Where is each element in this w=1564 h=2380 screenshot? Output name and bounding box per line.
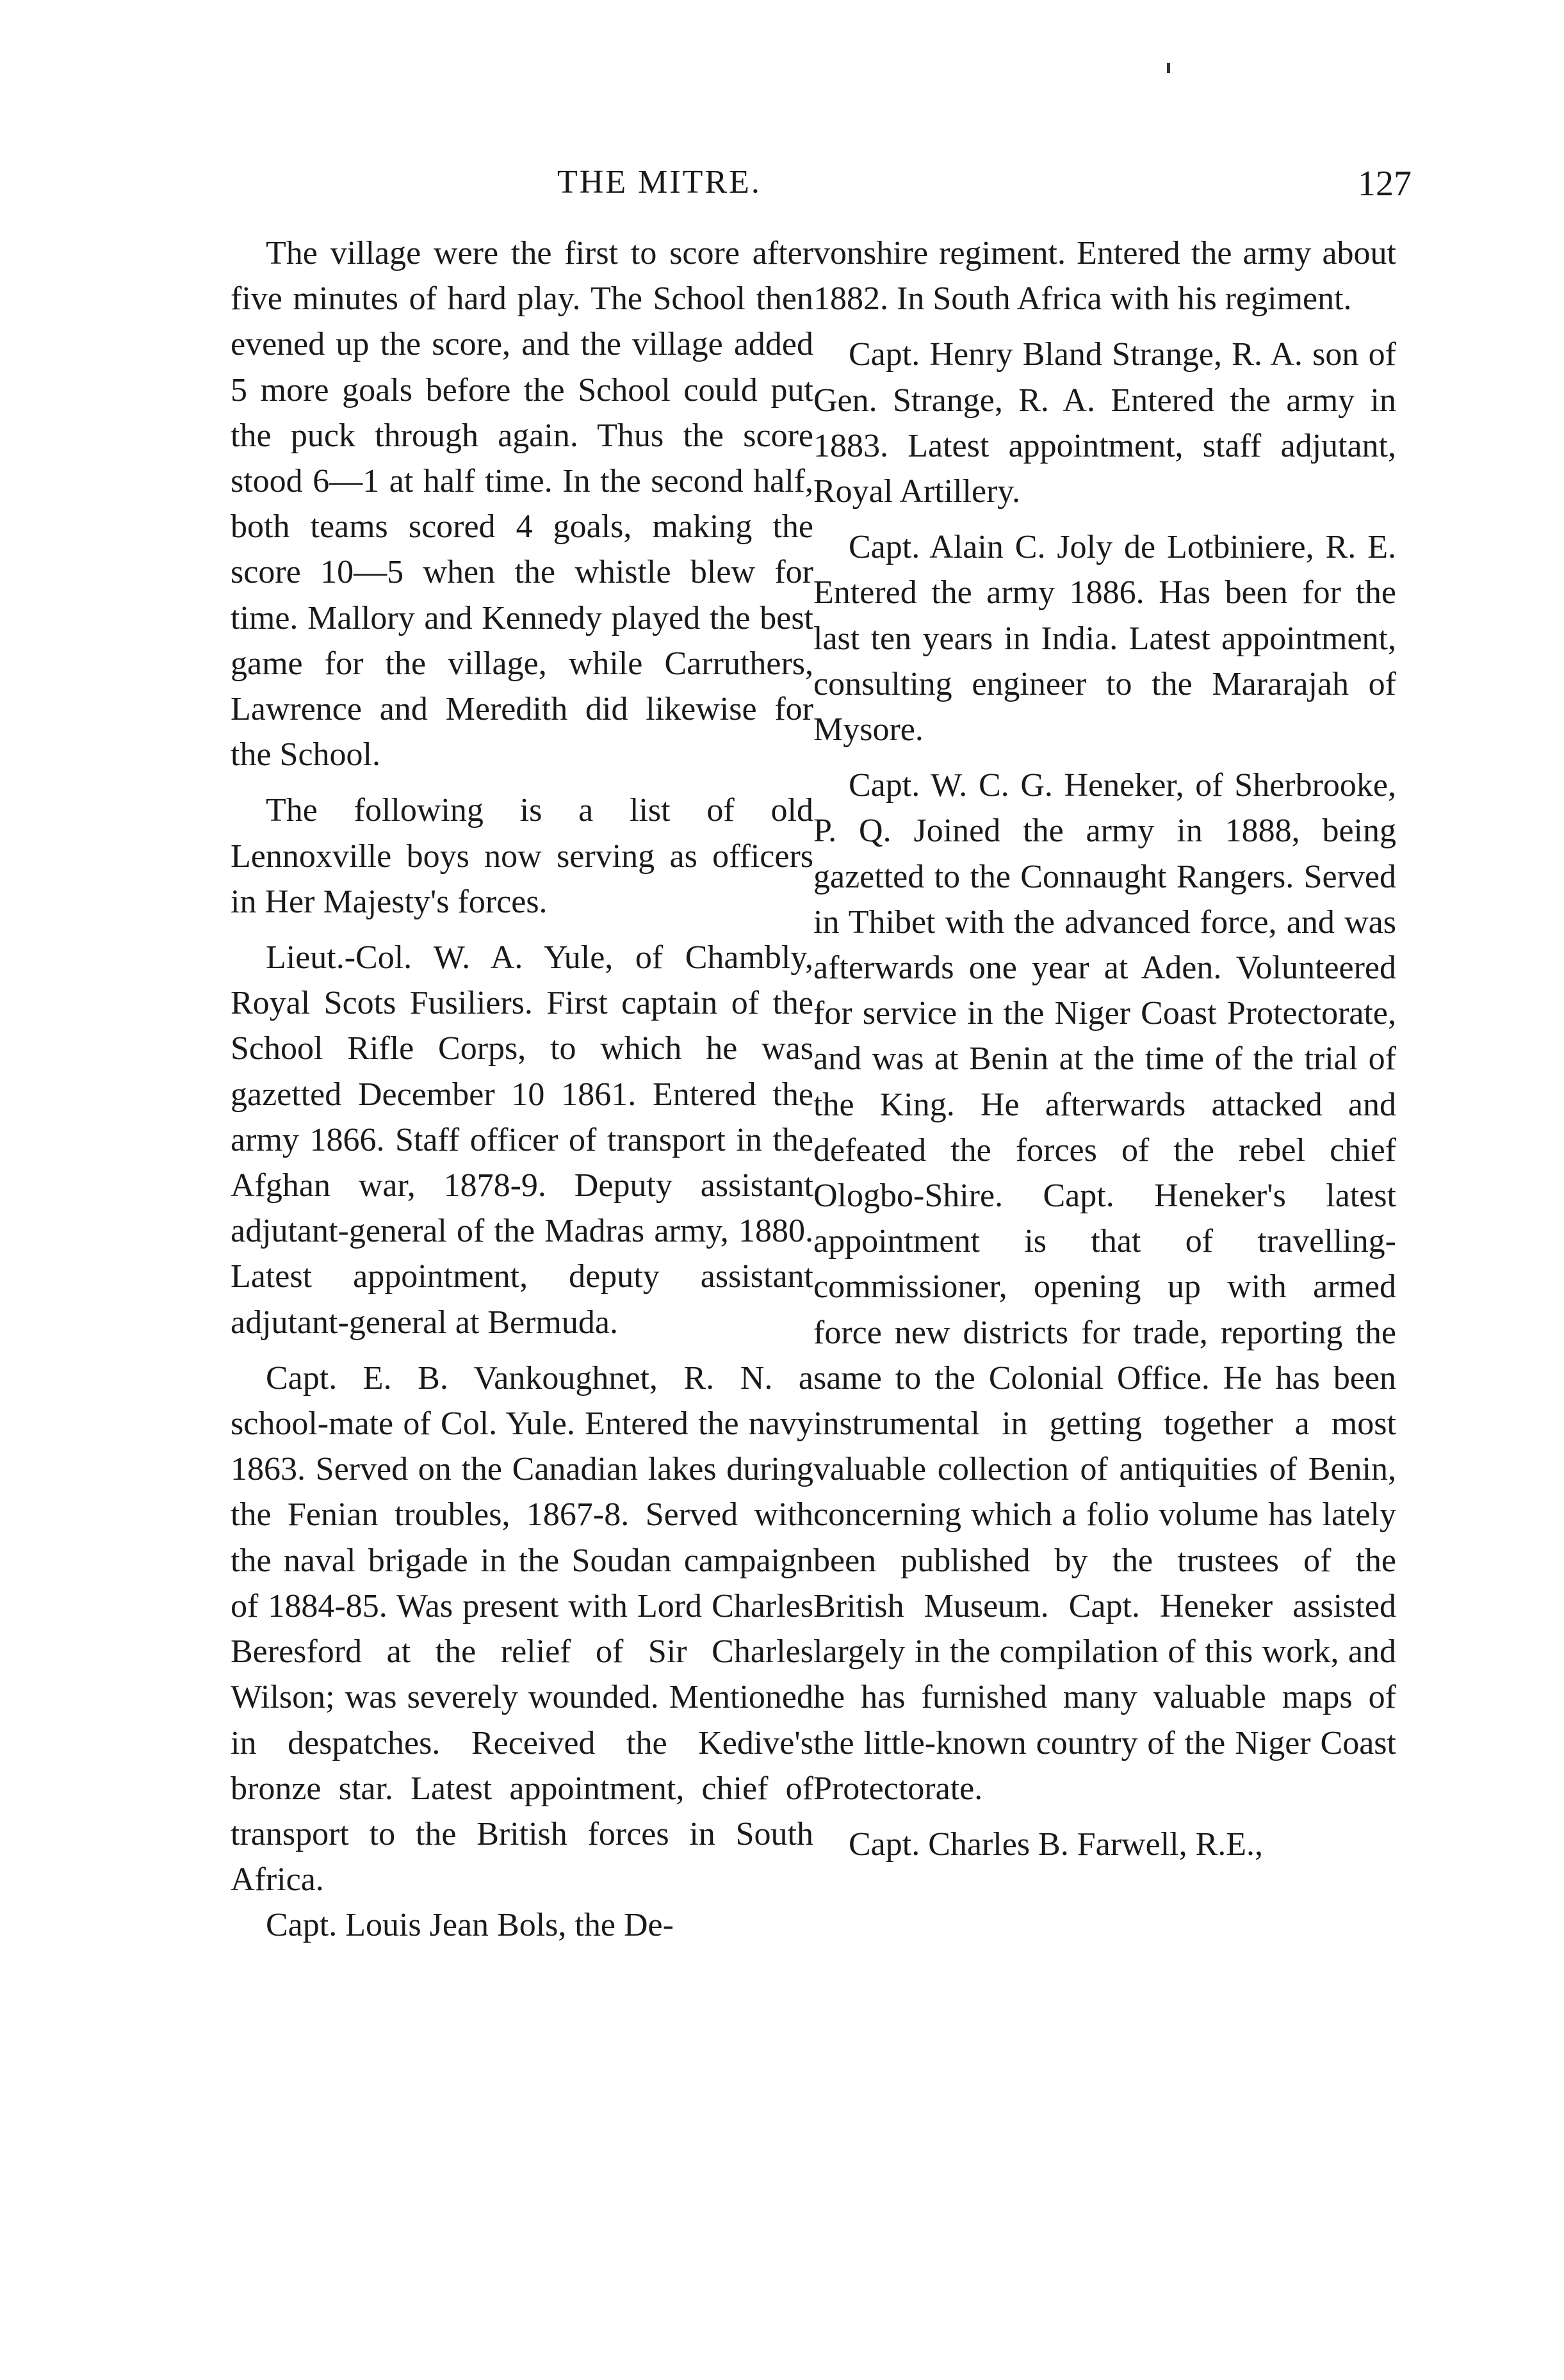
paragraph-hockey-match: The village were the first to score after five minutes of hard play. The School then evened up the score, and the village added 5 more goals before the School could put the puck through again. Thus the score stood 6—1 at half time. In the second half, both teams scored 4 goals, making the score 10—5 when the whistle blew for time. Mallory and Kennedy played the best game for the village, while Carruthers, Lawrence and Meredith did likewise for the School.	[231, 235, 813, 773]
right-column	[813, 231, 1396, 1867]
running-title: THE MITRE.	[557, 164, 762, 200]
page-header	[0, 163, 1564, 208]
paragraph-farwell-start: Capt. Charles B. Farwell, R.E.,	[849, 1825, 1264, 1863]
paragraph-yule: Lieut.-Col. W. A. Yule, of Chambly, Royal Scots Fusiliers. First captain of the School Rifle Corps, to which he was gazetted December 10 1861. Entered the army 1866. Staff officer of transport in the Afghan war, 1878-9. Deputy assistant adjutant-general of the Madras army, 1880. Latest appointment, deputy assistant adjutant-general at Bermuda.	[231, 939, 813, 1341]
paragraph-joly-de-lotbiniere: Capt. Alain C. Joly de Lotbiniere, R. E. Entered the army 1886. Has been for the last ten years in India. Latest appointment, consulting engineer to the Mararajah of Mysore.	[813, 529, 1396, 749]
paragraph-officers-intro: The following is a list of old Lennoxville boys now serving as officers in Her Majesty's forces.	[231, 792, 813, 920]
paragraph-vankoughnet: Capt. E. B. Vankoughnet, R. N. a school-mate of Col. Yule. Entered the navy 1863. Served on the Canadian lakes during the Fenian troubles, 1867-8. Served with the naval brigade in the Soudan campaign of 1884-85. Was present with Lord Charles Beresford at the relief of Sir Charles Wilson; was severely wounded. Mentioned in despatches. Received the Kedive's bronze star. Latest appointment, chief of transport to the British forces in South Africa.	[231, 1359, 813, 1898]
paragraph-bols-start: Capt. Louis Jean Bols, the De-	[266, 1907, 674, 1944]
page-number: 127	[1358, 164, 1412, 204]
paragraph-bols-continued: vonshire regiment. Entered the army about 1882. In South Africa with his regiment.	[813, 235, 1396, 318]
stray-print-mark	[1167, 63, 1170, 73]
left-column	[231, 231, 813, 1948]
paragraph-heneker: Capt. W. C. G. Heneker, of Sherbrooke, P. Q. Joined the army in 1888, being gazetted to the Connaught Rangers. Served in Thibet with the advanced force, and was afterwards one year at Aden. Volunteered for service in the Niger Coast Protectorate, and was at Benin at the time of the trial of the King. He afterwards attacked and defeated the forces of the rebel chief Ologbo-Shire. Capt. Heneker's latest appointment is that of travelling-commissioner, opening up with armed force new districts for trade, reporting the same to the Colonial Office. He has been instrumental in getting together a most valuable collection of antiquities of Benin, concerning which a folio volume has lately been published by the trustees of the British Museum. Capt. Heneker assisted largely in the compilation of this work, and he has furnished many valuable maps of the little-known country of the Niger Coast Protectorate.	[813, 767, 1396, 1807]
paragraph-strange: Capt. Henry Bland Strange, R. A. son of Gen. Strange, R. A. Entered the army in 1883. Latest appointment, staff adjutant, Royal Artillery.	[813, 336, 1396, 510]
